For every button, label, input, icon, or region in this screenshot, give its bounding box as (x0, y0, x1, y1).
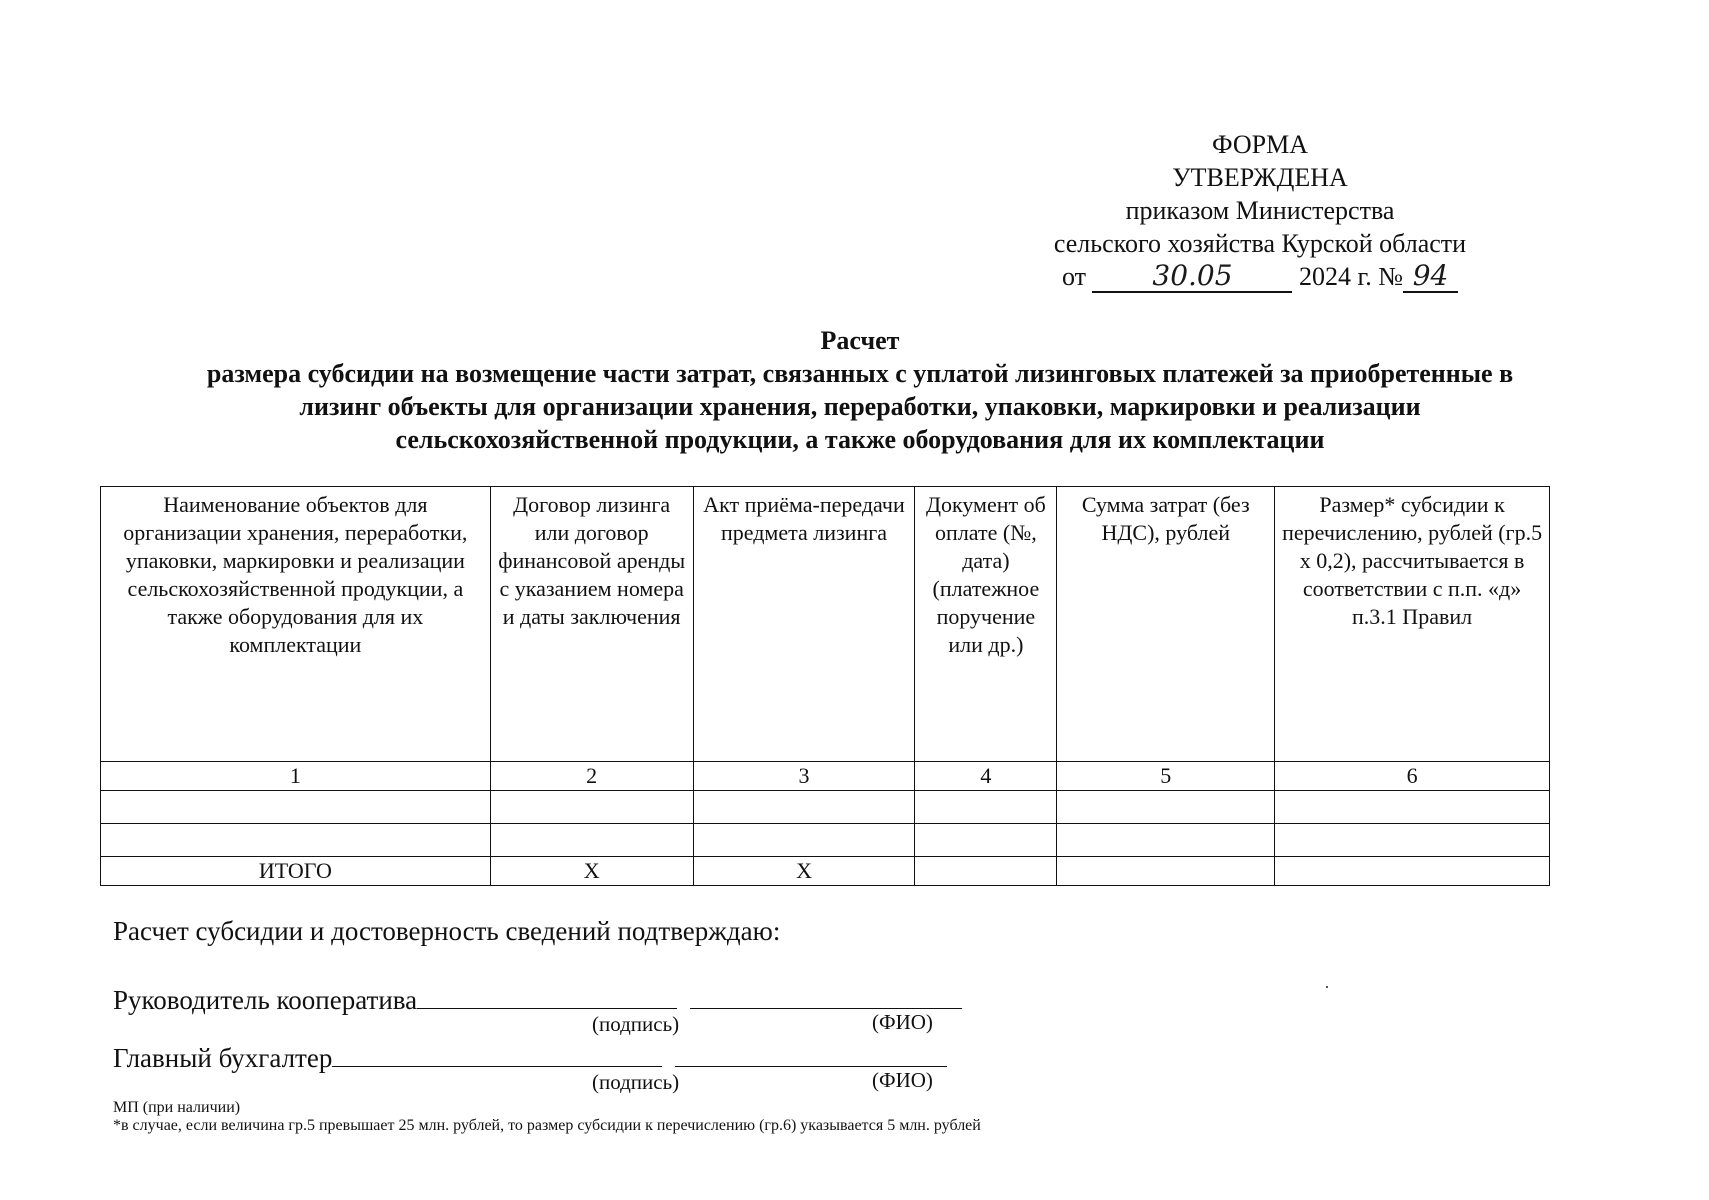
head-name-caption: (ФИО) (872, 1010, 933, 1034)
accountant-signature-line (113, 1040, 947, 1075)
head-signature-label: Руководитель кооператива (113, 985, 418, 1015)
subsidy-calculation-table (100, 486, 1550, 886)
title-line-1: размера субсидии на возмещение части затрат, связанных с уплатой лизинговых платежей за приобретенные в (206, 359, 1514, 388)
table-cell[interactable] (1275, 791, 1550, 824)
column-number: 3 (693, 762, 915, 791)
table-row (101, 824, 1550, 857)
title-heading: Расчет (820, 326, 900, 355)
table-cell[interactable] (1057, 791, 1275, 824)
table-cell[interactable] (915, 791, 1057, 824)
header-payment-document: Документ об оплате (№, дата) (платежное поручение или др.) (915, 487, 1057, 762)
header-cost-sum: Сумма затрат (без НДС), рублей (1057, 487, 1275, 762)
header-acceptance-act: Акт приёма-передачи предмета лизинга (693, 487, 915, 762)
approval-ot-label: от (1061, 262, 1086, 291)
head-name-field[interactable] (690, 982, 962, 1009)
table-row (101, 791, 1550, 824)
table-header-row (101, 487, 1550, 762)
column-number: 6 (1275, 762, 1550, 791)
column-number: 2 (490, 762, 693, 791)
approval-block (1000, 128, 1520, 293)
accountant-signature-field[interactable] (332, 1040, 662, 1067)
total-cell[interactable] (915, 857, 1057, 886)
title-line-2: лизинг объекты для организации хранения, переработки, упаковки, маркировки и реализации (299, 392, 1421, 421)
table-cell[interactable] (693, 824, 915, 857)
table-cell[interactable] (490, 791, 693, 824)
accountant-signature-label: Главный бухгалтер (113, 1043, 333, 1073)
column-number: 1 (101, 762, 491, 791)
table-cell[interactable] (1057, 824, 1275, 857)
approval-year-label: 2024 г. № (1298, 262, 1404, 291)
table-column-numbers-row (101, 762, 1550, 791)
table-cell[interactable] (101, 791, 491, 824)
header-object-name: Наименование объектов для организации хранения, переработки, упаковки, маркировки и реализации сельскохозяйственной продукции, а также оборудования для их комплектации (101, 487, 491, 762)
table-cell[interactable] (101, 824, 491, 857)
footnote: *в случае, если величина гр.5 превышает 25 млн. рублей, то размер субсидии к перечислению (гр.6) указывается 5 млн. рублей (113, 1117, 981, 1134)
stamp-note: МП (при наличии) (113, 1099, 241, 1116)
table-total-row (101, 857, 1550, 886)
head-signature-line (113, 982, 962, 1017)
total-cell: Х (490, 857, 693, 886)
table-cell[interactable] (693, 791, 915, 824)
head-signature-field[interactable] (417, 982, 677, 1009)
title-line-3: сельскохозяйственной продукции, а также оборудования для их комплектации (395, 425, 1325, 454)
document-title (90, 324, 1630, 456)
approval-ministry-line: сельского хозяйства Курской области (1053, 229, 1467, 258)
head-signature-caption: (подпись) (592, 1012, 680, 1036)
header-lease-contract: Договор лизинга или договор финансовой аренды с указанием номера и даты заключения (490, 487, 693, 762)
approval-date-line (1000, 260, 1520, 293)
table-cell[interactable] (490, 824, 693, 857)
confirmation-text: Расчет субсидии и достоверность сведений подтверждаю: (113, 916, 781, 946)
accountant-signature-caption: (подпись) (592, 1070, 680, 1094)
approval-form-label: ФОРМА (1212, 130, 1308, 159)
table-cell[interactable] (915, 824, 1057, 857)
approval-number-handwritten: 94 (1403, 261, 1458, 293)
column-number: 5 (1057, 762, 1275, 791)
total-label: ИТОГО (101, 857, 491, 886)
approval-order-line: приказом Министерства (1125, 196, 1395, 225)
approval-date-handwritten: 30.05 (1092, 261, 1292, 293)
header-subsidy-amount: Размер* субсидии к перечислению, рублей (гр.5 х 0,2), рассчитывается в соответствии с п.п. «д» п.3.1 Правил (1275, 487, 1550, 762)
scan-speck (1326, 986, 1328, 988)
total-cell[interactable] (1057, 857, 1275, 886)
accountant-name-field[interactable] (675, 1040, 947, 1067)
column-number: 4 (915, 762, 1057, 791)
approval-approved-label: УТВЕРЖДЕНА (1172, 163, 1348, 192)
total-cell[interactable] (1275, 857, 1550, 886)
total-cell: Х (693, 857, 915, 886)
accountant-name-caption: (ФИО) (872, 1068, 933, 1092)
table-cell[interactable] (1275, 824, 1550, 857)
